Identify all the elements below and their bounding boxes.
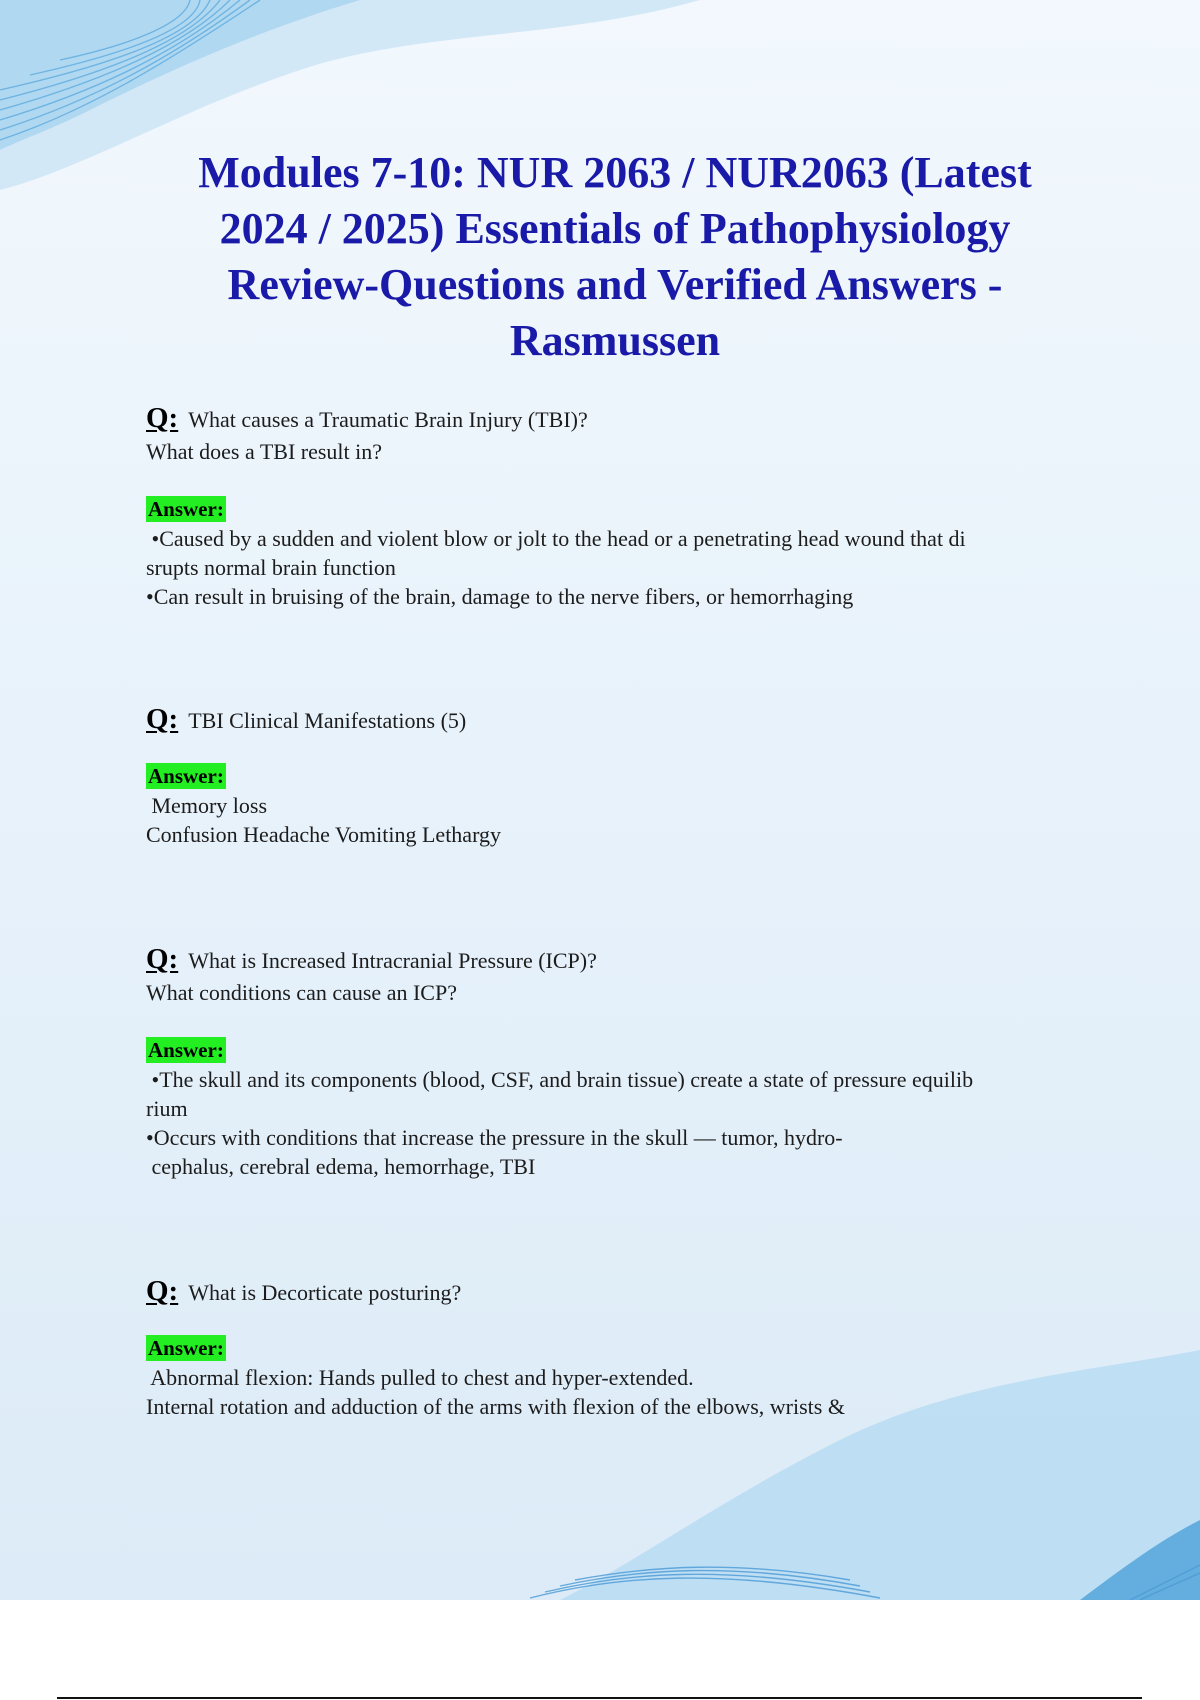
question-line — [146, 402, 1096, 436]
qa-block — [146, 402, 1096, 611]
answer-text — [146, 524, 1096, 611]
question-text: TBI Clinical Manifestations (5) — [188, 708, 467, 733]
question-label: Q: — [146, 943, 179, 975]
answer-label: Answer: — [148, 1336, 224, 1360]
answer-line: Abnormal flexion: Hands pulled to chest and hyper-extended. — [146, 1365, 694, 1390]
answer-line: •Can result in bruising of the brain, damage to the nerve fibers, or hemorrhaging — [146, 584, 854, 609]
question-line — [146, 1275, 1096, 1309]
qa-block — [146, 943, 1096, 1181]
document-title — [120, 145, 1110, 369]
question-extra: What conditions can cause an ICP? — [146, 980, 457, 1005]
question-line — [146, 943, 1096, 977]
answer-line: srupts normal brain function — [146, 555, 396, 580]
title-line: 2024 / 2025) Essentials of Pathophysiology — [219, 204, 1011, 253]
answer-label: Answer: — [148, 497, 224, 521]
question-text: What is Decorticate posturing? — [188, 1280, 462, 1305]
answer-label: Answer: — [148, 1038, 224, 1062]
qa-block — [146, 703, 1096, 849]
answer-line: •Caused by a sudden and violent blow or jolt to the head or a penetrating head wound that di — [146, 526, 966, 551]
answer-line: rium — [146, 1096, 188, 1121]
answer-line: cephalus, cerebral edema, hemorrhage, TBI — [146, 1154, 536, 1179]
question-label: Q: — [146, 703, 179, 735]
qa-block — [146, 1275, 1096, 1421]
answer-text — [146, 1363, 1096, 1421]
answer-label: Answer: — [148, 764, 224, 788]
answer-text — [146, 791, 1096, 849]
answer-line: •The skull and its components (blood, CSF, and brain tissue) create a state of pressure equilib — [146, 1067, 974, 1092]
answer-line: Internal rotation and adduction of the arms with flexion of the elbows, wrists & — [146, 1394, 845, 1419]
question-line — [146, 703, 1096, 737]
question-text: What is Increased Intracranial Pressure (ICP)? — [188, 948, 597, 973]
footer-divider — [57, 1697, 1142, 1699]
question-label: Q: — [146, 1275, 179, 1307]
question-label: Q: — [146, 402, 179, 434]
title-line: Review-Questions and Verified Answers - — [227, 260, 1003, 309]
title-line: Modules 7-10: NUR 2063 / NUR2063 (Latest — [198, 148, 1032, 197]
answer-line: Confusion Headache Vomiting Lethargy — [146, 822, 501, 847]
question-extra: What does a TBI result in? — [146, 439, 383, 464]
answer-text — [146, 1065, 1096, 1181]
answer-line: •Occurs with conditions that increase the pressure in the skull — tumor, hydro- — [146, 1125, 843, 1150]
title-line: Rasmussen — [509, 316, 721, 365]
question-text: What causes a Traumatic Brain Injury (TBI)? — [188, 407, 588, 432]
answer-line: Memory loss — [146, 793, 267, 818]
